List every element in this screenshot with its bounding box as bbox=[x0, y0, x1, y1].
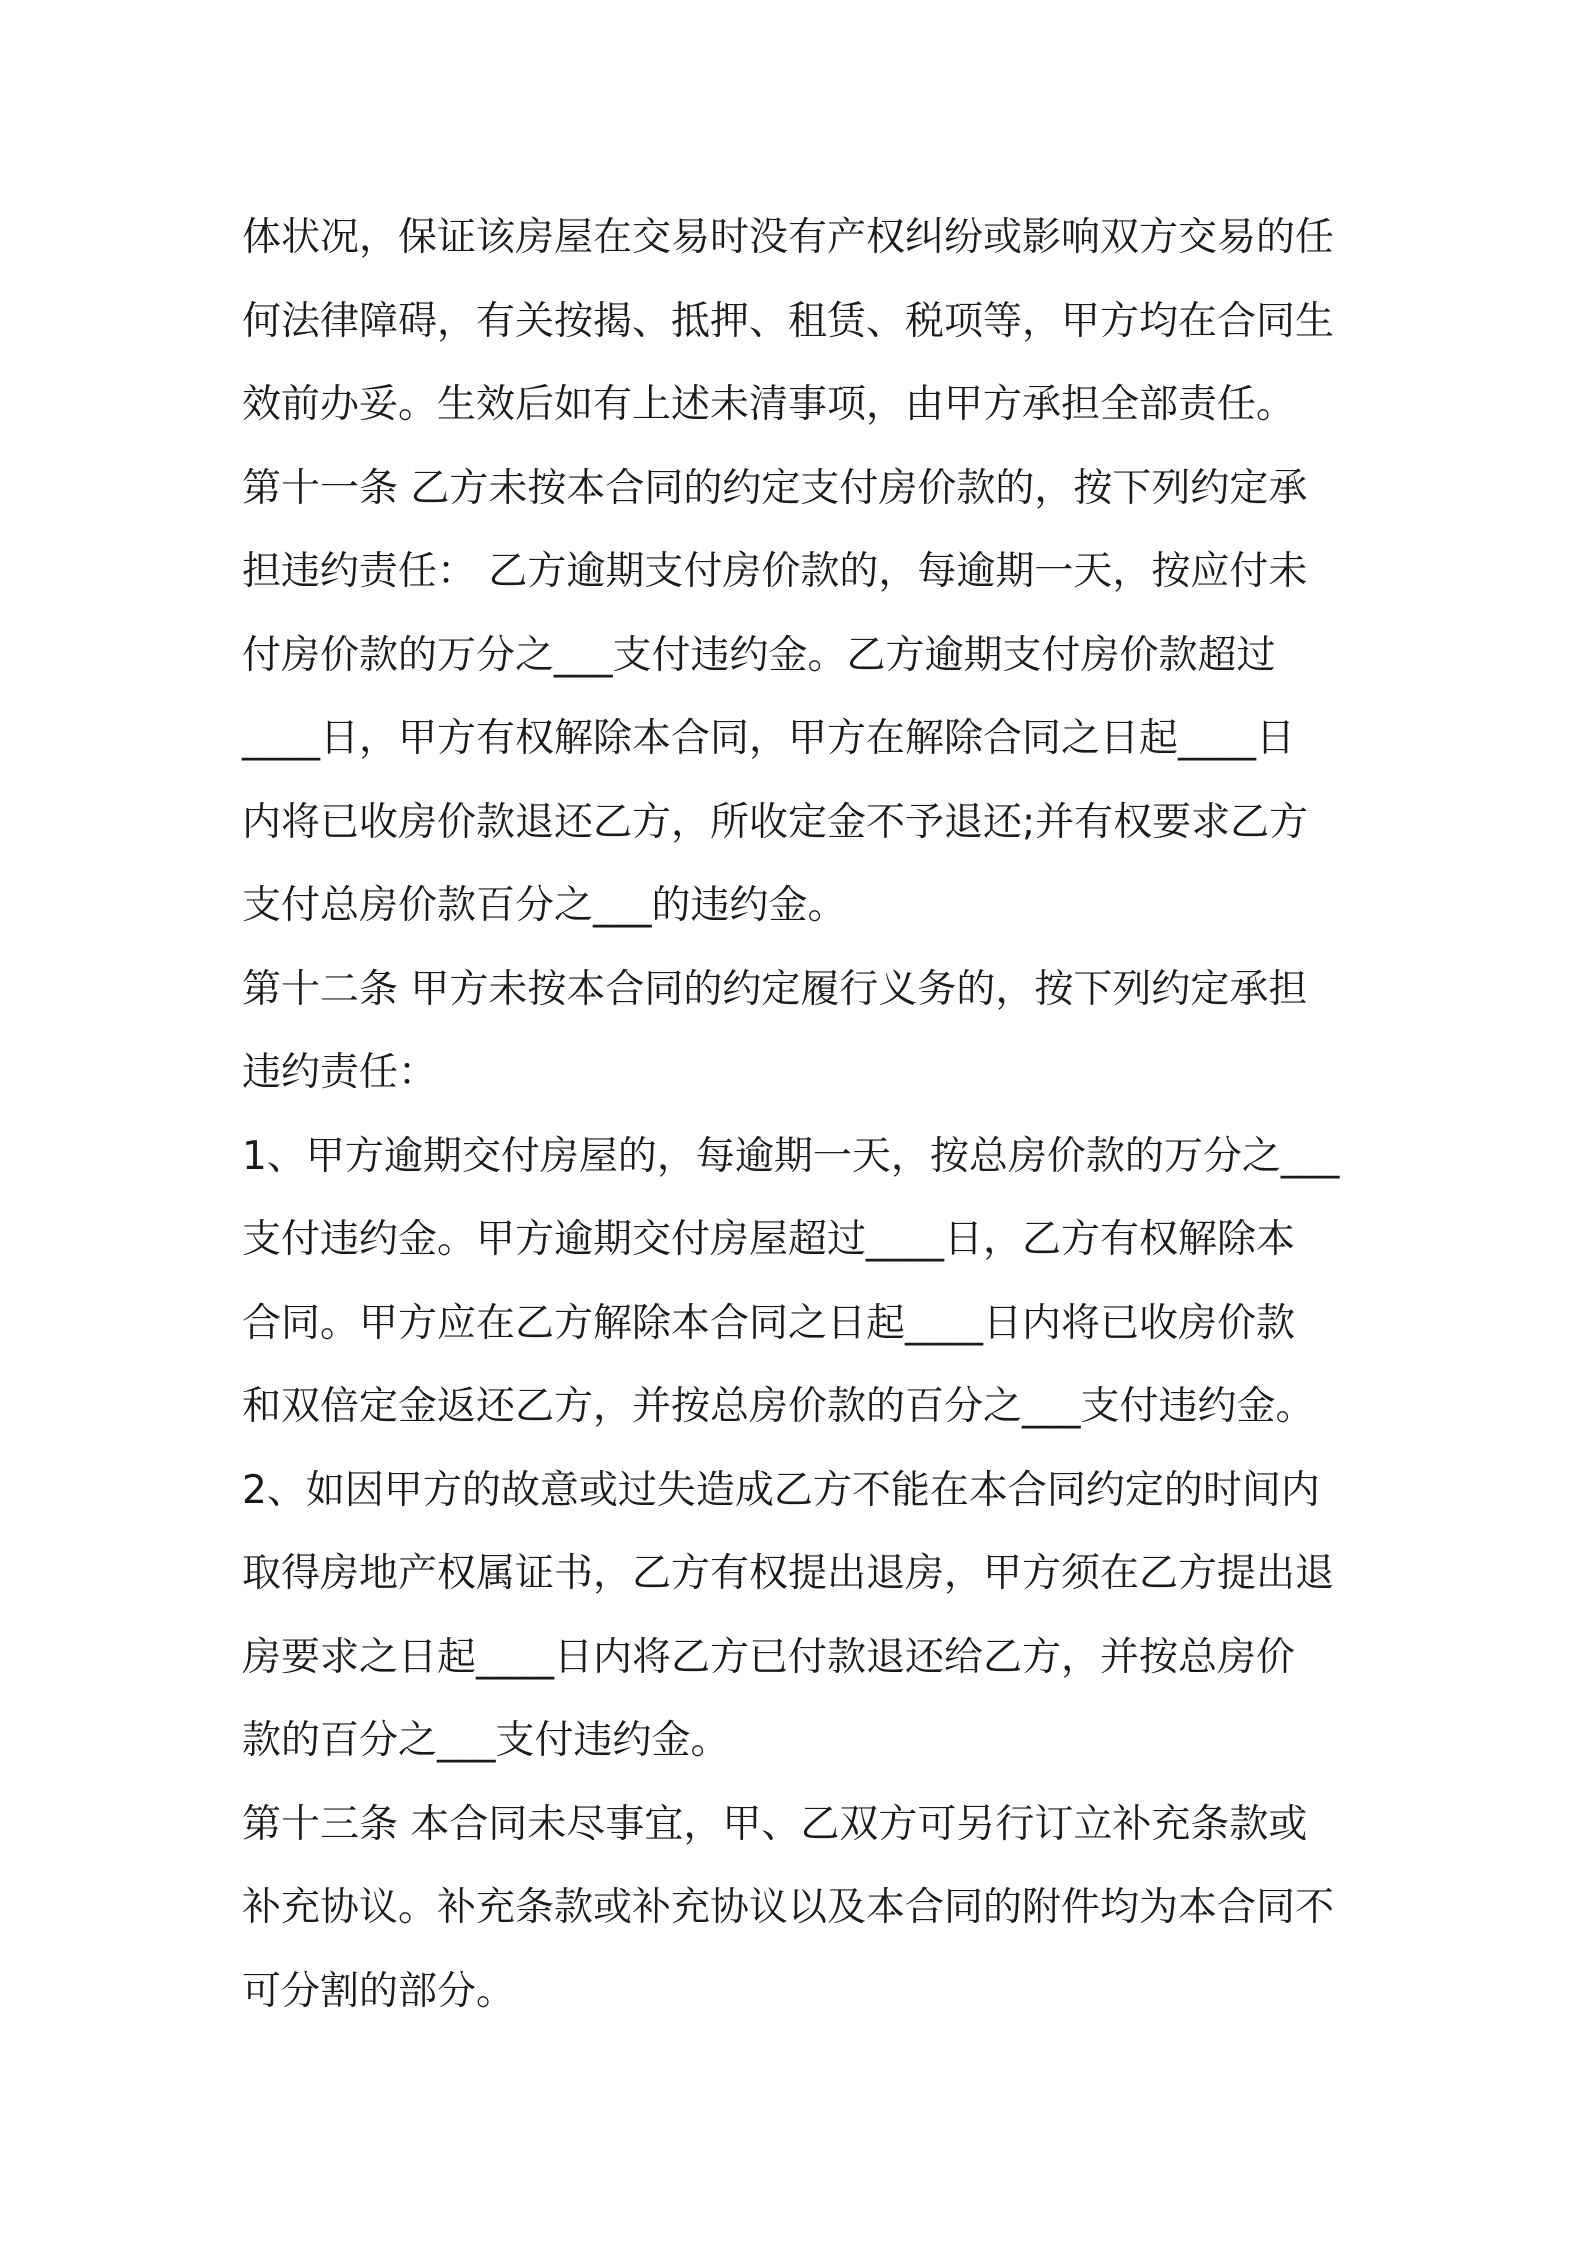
text-line: 何法律障碍，有关按揭、抵押、租赁、税项等，甲方均在合同生 bbox=[242, 298, 1335, 344]
text-line: 违约责任： bbox=[242, 1050, 438, 1095]
article-12-heading-line: 第十二条 甲方未按本合同的约定履行义务的，按下列约定承担 bbox=[242, 966, 1308, 1012]
text-line: 补充协议。补充条款或补充协议以及本合同的附件均为本合同不 bbox=[242, 1885, 1335, 1930]
text-line: 取得房地产权属证书，乙方有权提出退房，甲方须在乙方提出退 bbox=[242, 1551, 1335, 1596]
text-line: 效前办妥。生效后如有上述未清事项，由甲方承担全部责任。 bbox=[242, 382, 1296, 427]
article-11-heading-line: 第十一条 乙方未按本合同的约定支付房价款的，按下列约定承 bbox=[242, 465, 1308, 511]
clause-1-line: 1、甲方逾期交付房屋的，每逾期一天，按总房价款的万分之___ bbox=[242, 1133, 1340, 1179]
text-line: 和双倍定金返还乙方，并按总房价款的百分之___支付违约金。 bbox=[242, 1384, 1315, 1429]
contract-text bbox=[242, 196, 1362, 2033]
text-line: 款的百分之___支付违约金。 bbox=[242, 1718, 730, 1763]
clause-2-line: 2、如因甲方的故意或过失造成乙方不能在本合同约定的时间内 bbox=[242, 1467, 1320, 1513]
text-line: 内将已收房价款退还乙方，所收定金不予退还;并有权要求乙方 bbox=[242, 799, 1309, 845]
text-line: 房要求之日起____日内将乙方已付款退还给乙方，并按总房价 bbox=[242, 1634, 1296, 1680]
text-line: 支付总房价款百分之___的违约金。 bbox=[242, 883, 847, 928]
text-line: 合同。甲方应在乙方解除本合同之日起____日内将已收房价款 bbox=[242, 1300, 1296, 1346]
article-13-heading-line: 第十三条 本合同未尽事宜，甲、乙双方可另行订立补充条款或 bbox=[242, 1801, 1308, 1847]
text-line: 担违约责任： 乙方逾期支付房价款的，每逾期一天，按应付未 bbox=[242, 549, 1308, 594]
text-line: 支付违约金。甲方逾期交付房屋超过____日，乙方有权解除本 bbox=[242, 1217, 1296, 1262]
text-line: ____日，甲方有权解除本合同，甲方在解除合同之日起____日 bbox=[242, 716, 1296, 761]
text-line: 付房价款的万分之___支付违约金。乙方逾期支付房价款超过 bbox=[242, 632, 1276, 678]
text-line: 可分割的部分。 bbox=[242, 1968, 516, 2014]
text-line: 体状况，保证该房屋在交易时没有产权纠纷或影响双方交易的任 bbox=[242, 215, 1335, 260]
